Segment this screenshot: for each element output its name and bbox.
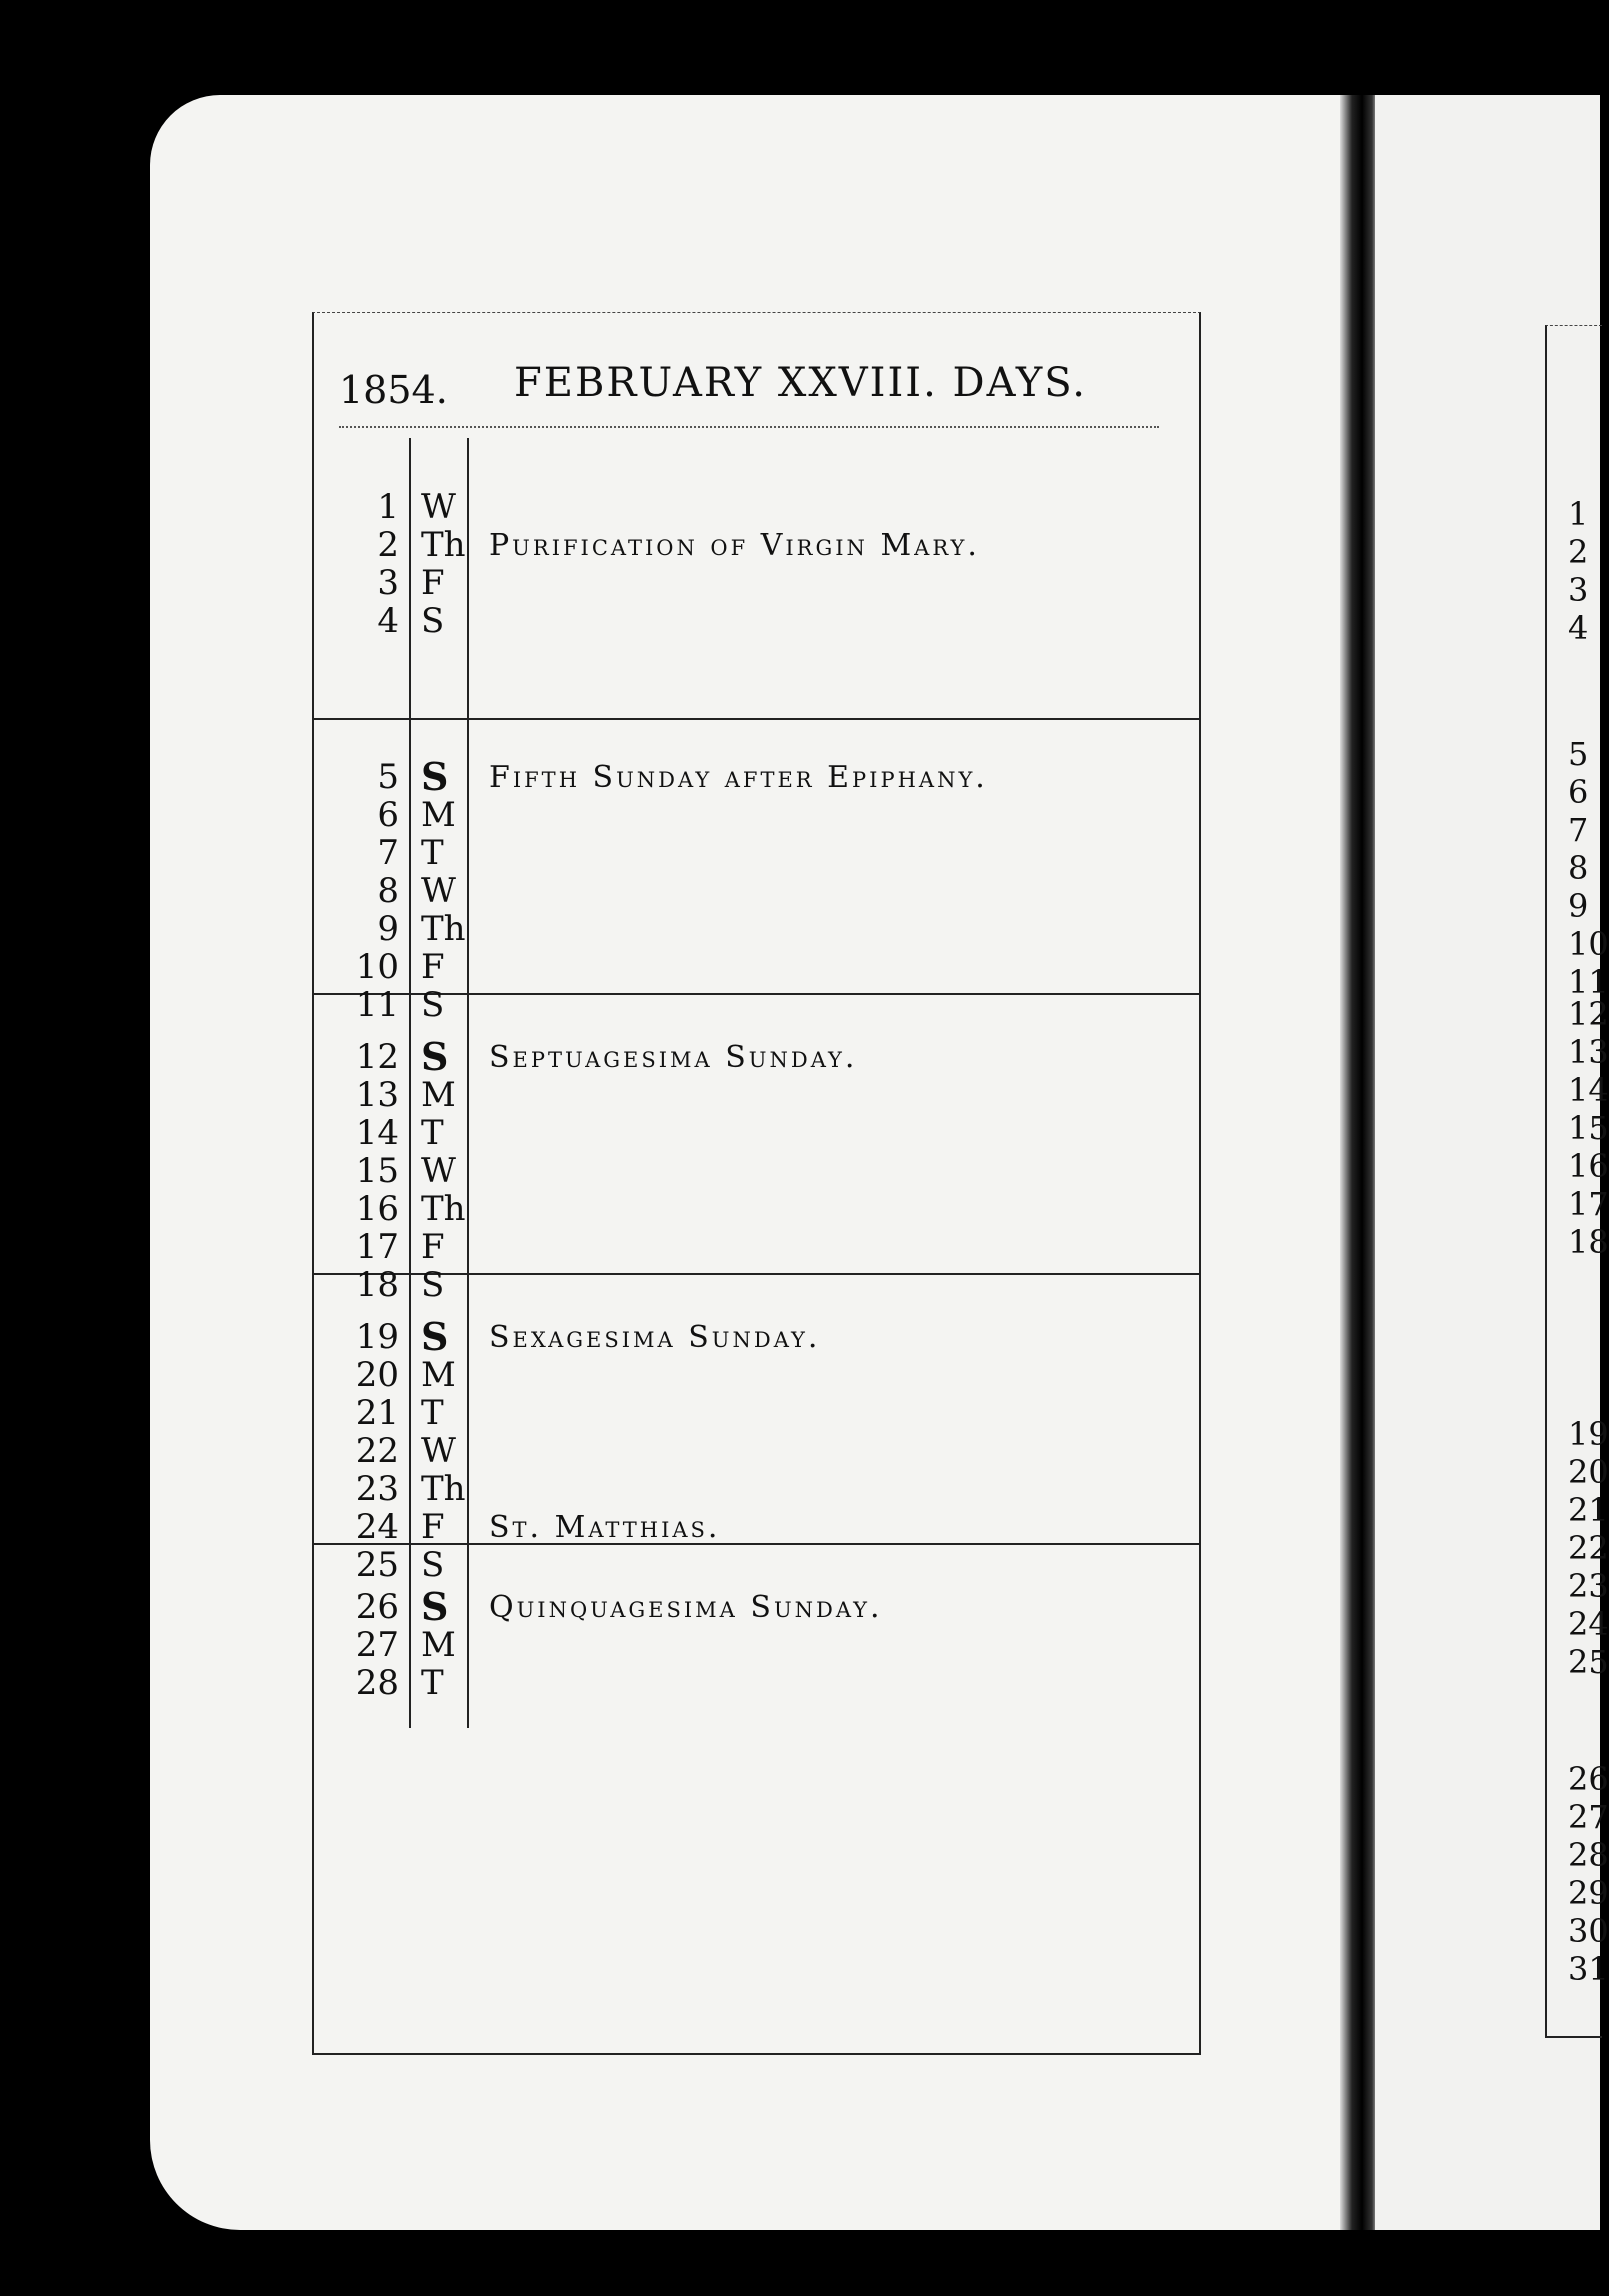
date-number: 1 (377, 487, 399, 527)
calendar-event: St. Matthias. (489, 1510, 721, 1545)
next-page-date-number: 19 (1568, 1415, 1609, 1453)
weekday-letter: W (421, 871, 456, 911)
week-block (314, 1273, 1199, 1585)
next-page-date-number: 28 (1568, 1836, 1609, 1874)
calendar-event: Septuagesima Sunday. (489, 1040, 858, 1075)
weekday-column (409, 993, 469, 1305)
next-page-date-number: 5 (1568, 735, 1589, 773)
date-number: 18 (355, 1265, 399, 1305)
weekday-letter: W (421, 1151, 456, 1191)
date-number: 17 (355, 1227, 399, 1267)
next-page-date-number: 7 (1568, 811, 1589, 849)
book-spine (1340, 95, 1380, 2230)
date-number: 14 (355, 1113, 399, 1153)
next-page-date-number: 24 (1568, 1605, 1609, 1643)
weekday-letter: Th (421, 1469, 466, 1509)
next-page-date-number: 10 (1568, 925, 1609, 963)
date-number: 15 (355, 1151, 399, 1191)
date-number: 2 (377, 525, 399, 565)
weekday-letter: M (421, 795, 456, 835)
calendar-event: Sexagesima Sunday. (489, 1320, 821, 1355)
next-page-date-number: 23 (1568, 1567, 1609, 1605)
next-page-date-number: 3 (1568, 571, 1589, 609)
header-divider (339, 426, 1159, 438)
weekday-letter: F (421, 563, 445, 603)
date-number: 23 (355, 1469, 399, 1509)
date-number: 26 (355, 1587, 399, 1627)
weekday-letter: T (421, 1393, 444, 1433)
date-number: 19 (355, 1317, 399, 1357)
weekday-letter: S (421, 601, 445, 641)
date-number: 28 (355, 1663, 399, 1703)
next-page-date-number: 12 (1568, 995, 1609, 1033)
date-number: 4 (377, 601, 399, 641)
date-number: 21 (355, 1393, 399, 1433)
date-numbers (344, 1038, 399, 1304)
calendar-event: Quinquagesima Sunday. (489, 1590, 883, 1625)
date-number: 20 (355, 1355, 399, 1395)
next-page-date-number: 1 (1568, 495, 1589, 533)
date-number: 9 (377, 909, 399, 949)
next-page-date-number: 4 (1568, 609, 1589, 647)
calendar-event: Fifth Sunday after Epiphany. (489, 760, 988, 795)
next-page-date-number: 26 (1568, 1760, 1609, 1798)
weekday-letter: M (421, 1355, 456, 1395)
date-number: 11 (355, 985, 399, 1025)
date-numbers (344, 758, 399, 1024)
weekday-letter: S (421, 985, 445, 1025)
next-page-date-number: 15 (1568, 1109, 1609, 1147)
next-page-date-number: 8 (1568, 849, 1589, 887)
calendar-event: Purification of Virgin Mary. (489, 528, 980, 563)
date-number: 16 (355, 1189, 399, 1229)
weekday-letter: S (421, 1265, 445, 1305)
date-number: 3 (377, 563, 399, 603)
weekday-letter: T (421, 833, 444, 873)
next-page-date-number: 2 (1568, 533, 1589, 571)
weekday-letter: S (421, 1034, 449, 1079)
date-numbers (344, 488, 399, 640)
weekday-column (409, 1273, 469, 1585)
week-block (314, 438, 1199, 720)
weekday-letter: S (421, 754, 449, 799)
weekday-letter: Th (421, 525, 466, 565)
week-block (314, 718, 1199, 1025)
next-page-date-number: 9 (1568, 887, 1589, 925)
date-number: 6 (377, 795, 399, 835)
weekday-letter: F (421, 1507, 445, 1547)
month-title: FEBRUARY XXVIII. DAYS. (514, 360, 1087, 406)
date-number: 12 (355, 1037, 399, 1077)
date-number: 24 (355, 1507, 399, 1547)
next-page-date-number: 17 (1568, 1185, 1609, 1223)
date-number: 10 (355, 947, 399, 987)
date-number: 13 (355, 1075, 399, 1115)
next-page-date-number: 13 (1568, 1033, 1609, 1071)
weekday-letter: Th (421, 1189, 466, 1229)
weekday-letter: T (421, 1113, 444, 1153)
next-page-date-number: 30 (1568, 1912, 1609, 1950)
weekday-letter: F (421, 947, 445, 987)
calendar-frame (312, 312, 1201, 2055)
weekday-letter: S (421, 1584, 449, 1629)
weekday-letter: S (421, 1545, 445, 1585)
date-number: 5 (377, 757, 399, 797)
year-label: 1854. (339, 368, 448, 412)
weekday-letter: F (421, 1227, 445, 1267)
weekday-letter: S (421, 1314, 449, 1359)
next-page-date-number: 27 (1568, 1798, 1609, 1836)
date-number: 7 (377, 833, 399, 873)
weekday-letter: Th (421, 909, 466, 949)
next-page-date-number: 31 (1568, 1950, 1609, 1988)
weekday-letter: M (421, 1625, 456, 1665)
calendar-header (314, 313, 1199, 433)
next-page-date-number: 11 (1568, 963, 1609, 1001)
weekday-column (409, 1543, 469, 1728)
next-page-date-number: 14 (1568, 1071, 1609, 1109)
next-page-date-number: 22 (1568, 1529, 1609, 1567)
week-block (314, 993, 1199, 1305)
weekday-letter: W (421, 1431, 456, 1471)
date-number: 25 (355, 1545, 399, 1585)
next-page-date-number: 29 (1568, 1874, 1609, 1912)
next-page-date-number: 18 (1568, 1223, 1609, 1261)
next-page-date-number: 6 (1568, 773, 1589, 811)
date-number: 8 (377, 871, 399, 911)
date-numbers (344, 1588, 399, 1702)
next-page-date-number: 25 (1568, 1643, 1609, 1681)
date-number: 27 (355, 1625, 399, 1665)
weekday-column (409, 718, 469, 1025)
next-page-date-number: 20 (1568, 1453, 1609, 1491)
next-page-date-number: 16 (1568, 1147, 1609, 1185)
weekday-letter: W (421, 487, 456, 527)
date-number: 22 (355, 1431, 399, 1471)
next-page-date-number: 21 (1568, 1491, 1609, 1529)
weekday-letter: T (421, 1663, 444, 1703)
week-block (314, 1543, 1199, 1728)
weekday-column (409, 438, 469, 718)
weekday-letter: M (421, 1075, 456, 1115)
